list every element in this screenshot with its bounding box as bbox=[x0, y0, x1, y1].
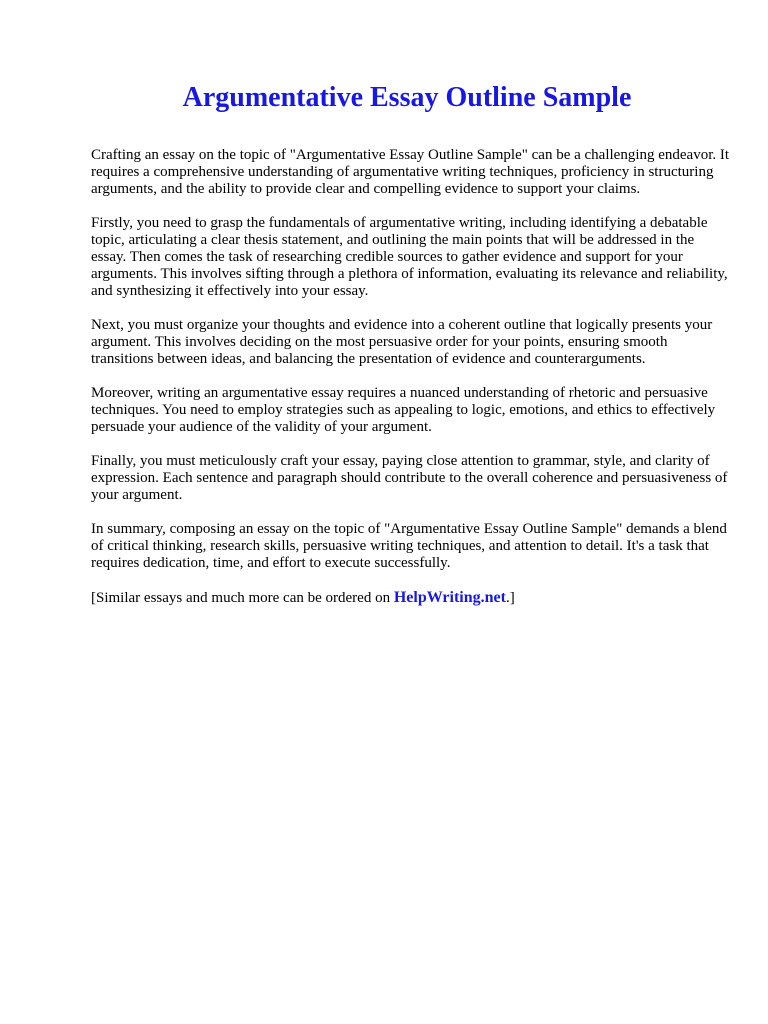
paragraph-firstly: Firstly, you need to grasp the fundamentals of argumentative writing, including identifying a debatable topic, articulating a clear thesis statement, and outlining the main points that will be addressed in the essay. Then comes the task of researching credible sources to gather evidence and support for your arguments. This involves sifting through a plethora of information, evaluating its relevance and reliability, and synthesizing it effectively into your essay. bbox=[91, 215, 728, 299]
footer-suffix: .] bbox=[505, 590, 515, 606]
footer-prefix: [Similar essays and much more can be ordered on bbox=[91, 590, 394, 606]
paragraph-moreover: Moreover, writing an argumentative essay requires a nuanced understanding of rhetoric and persuasive techniques. You need to employ strategies such as appealing to logic, emotions, and ethics to effectively persuade your audience of the validity of your argument. bbox=[91, 385, 716, 435]
helpwriting-link[interactable]: HelpWriting.net bbox=[393, 589, 506, 606]
paragraph-intro: Crafting an essay on the topic of "Argumentative Essay Outline Sample" can be a challenging endeavor. It requires a comprehensive understanding of argumentative writing techniques, proficiency in structuring arguments, and the ability to provide clear and compelling evidence to support your claims. bbox=[91, 147, 730, 197]
paragraph-next: Next, you must organize your thoughts and evidence into a coherent outline that logically presents your argument. This involves deciding on the most persuasive order for your points, ensuring smooth transitions between ideas, and balancing the presentation of evidence and counterarguments. bbox=[91, 317, 713, 367]
paragraph-finally: Finally, you must meticulously craft your essay, paying close attention to grammar, style, and clarity of expression. Each sentence and paragraph should contribute to the overall coherence and persuasiveness of your argument. bbox=[91, 453, 728, 503]
essay-body bbox=[91, 147, 731, 624]
footer-note bbox=[91, 589, 731, 607]
paragraph-summary: In summary, composing an essay on the topic of "Argumentative Essay Outline Sample" demands a blend of critical thinking, research skills, persuasive writing techniques, and attention to detail. It's a task that requires dedication, time, and effort to execute successfully. bbox=[91, 521, 727, 571]
page-title: Argumentative Essay Outline Sample bbox=[182, 82, 632, 113]
